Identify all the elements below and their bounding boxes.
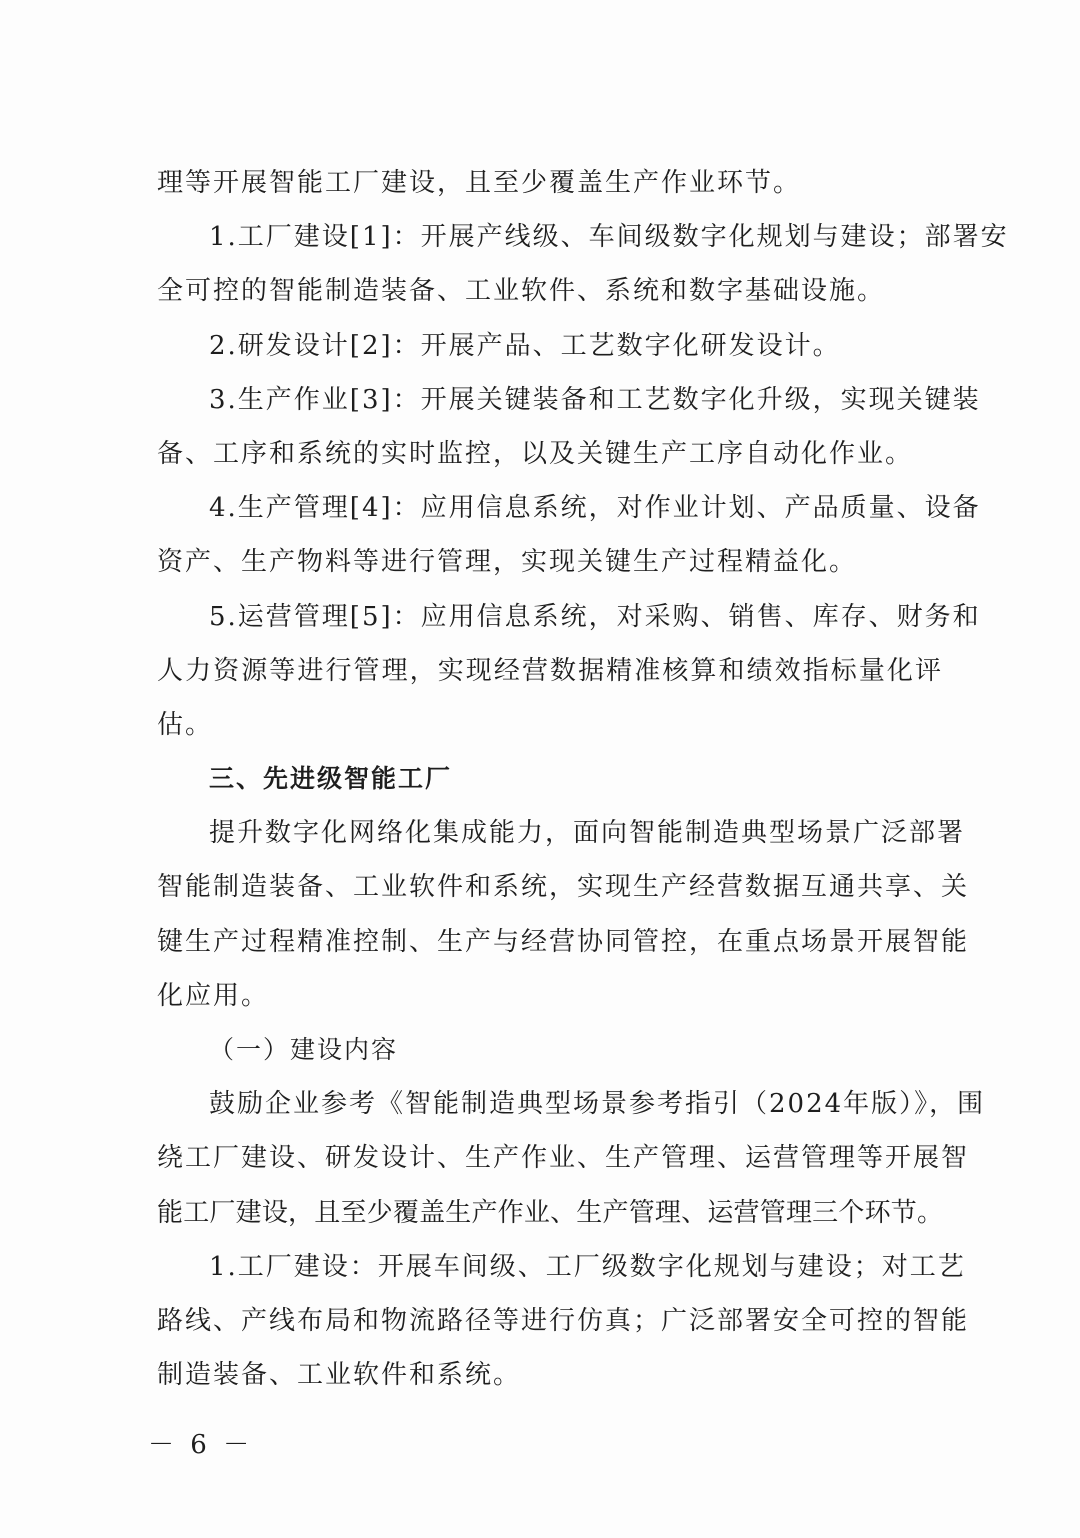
paragraph-line: 提升数字化网络化集成能力，面向智能制造典型场景广泛部署 <box>209 818 966 849</box>
paragraph-line: 智能制造装备、工业软件和系统，实现生产经营数据互通共享、关 <box>157 872 970 903</box>
paragraph-line: 键生产过程精准控制、生产与经营协同管控，在重点场景开展智能 <box>157 926 970 957</box>
paragraph-line: 鼓励企业参考《智能制造典型场景参考指引（2024年版）》，围 <box>209 1089 986 1120</box>
document-body <box>157 156 1009 1402</box>
paragraph-line: 3.生产作业[3]：开展关键装备和工艺数字化升级，实现关键装 <box>209 384 981 415</box>
paragraph-line: 备、工序和系统的实时监控，以及关键生产工序自动化作业。 <box>157 438 914 469</box>
page-number: － 6 － <box>148 1430 254 1460</box>
paragraph-line: 5.运营管理[5]：应用信息系统，对采购、销售、库存、财务和 <box>209 601 981 632</box>
paragraph-line: 1.工厂建设：开展车间级、工厂级数字化规划与建设；对工艺 <box>209 1251 966 1282</box>
paragraph-line: 人力资源等进行管理，实现经营数据精准核算和绩效指标量化评 <box>157 655 943 686</box>
paragraph-line: 4.生产管理[4]：应用信息系统，对作业计划、产品质量、设备 <box>209 493 981 524</box>
paragraph-line: 理等开展智能工厂建设，且至少覆盖生产作业环节。 <box>157 168 802 198</box>
paragraph-line: 绕工厂建设、研发设计、生产作业、生产管理、运营管理等开展智 <box>157 1143 970 1174</box>
section-heading: 三、先进级智能工厂 <box>209 764 453 794</box>
paragraph-line: 1.工厂建设[1]：开展产线级、车间级数字化规划与建设；部署安 <box>209 222 1009 253</box>
paragraph-line: 资产、生产物料等进行管理，实现关键生产过程精益化。 <box>157 547 858 578</box>
paragraph-line: 2.研发设计[2]：开展产品、工艺数字化研发设计。 <box>209 330 841 361</box>
paragraph-line: 化应用。 <box>157 980 270 1011</box>
paragraph-line: 全可控的智能制造装备、工业软件、系统和数字基础设施。 <box>157 276 886 307</box>
paragraph-line: 制造装备、工业软件和系统。 <box>157 1360 522 1391</box>
paragraph-line: 路线、产线布局和物流路径等进行仿真；广泛部署安全可控的智能 <box>157 1305 970 1336</box>
paragraph-line: 能工厂建设，且至少覆盖生产作业、生产管理、运营管理三个环节。 <box>157 1197 943 1228</box>
subsection-heading: （一）建设内容 <box>209 1035 399 1064</box>
paragraph-line: 估。 <box>157 709 214 740</box>
